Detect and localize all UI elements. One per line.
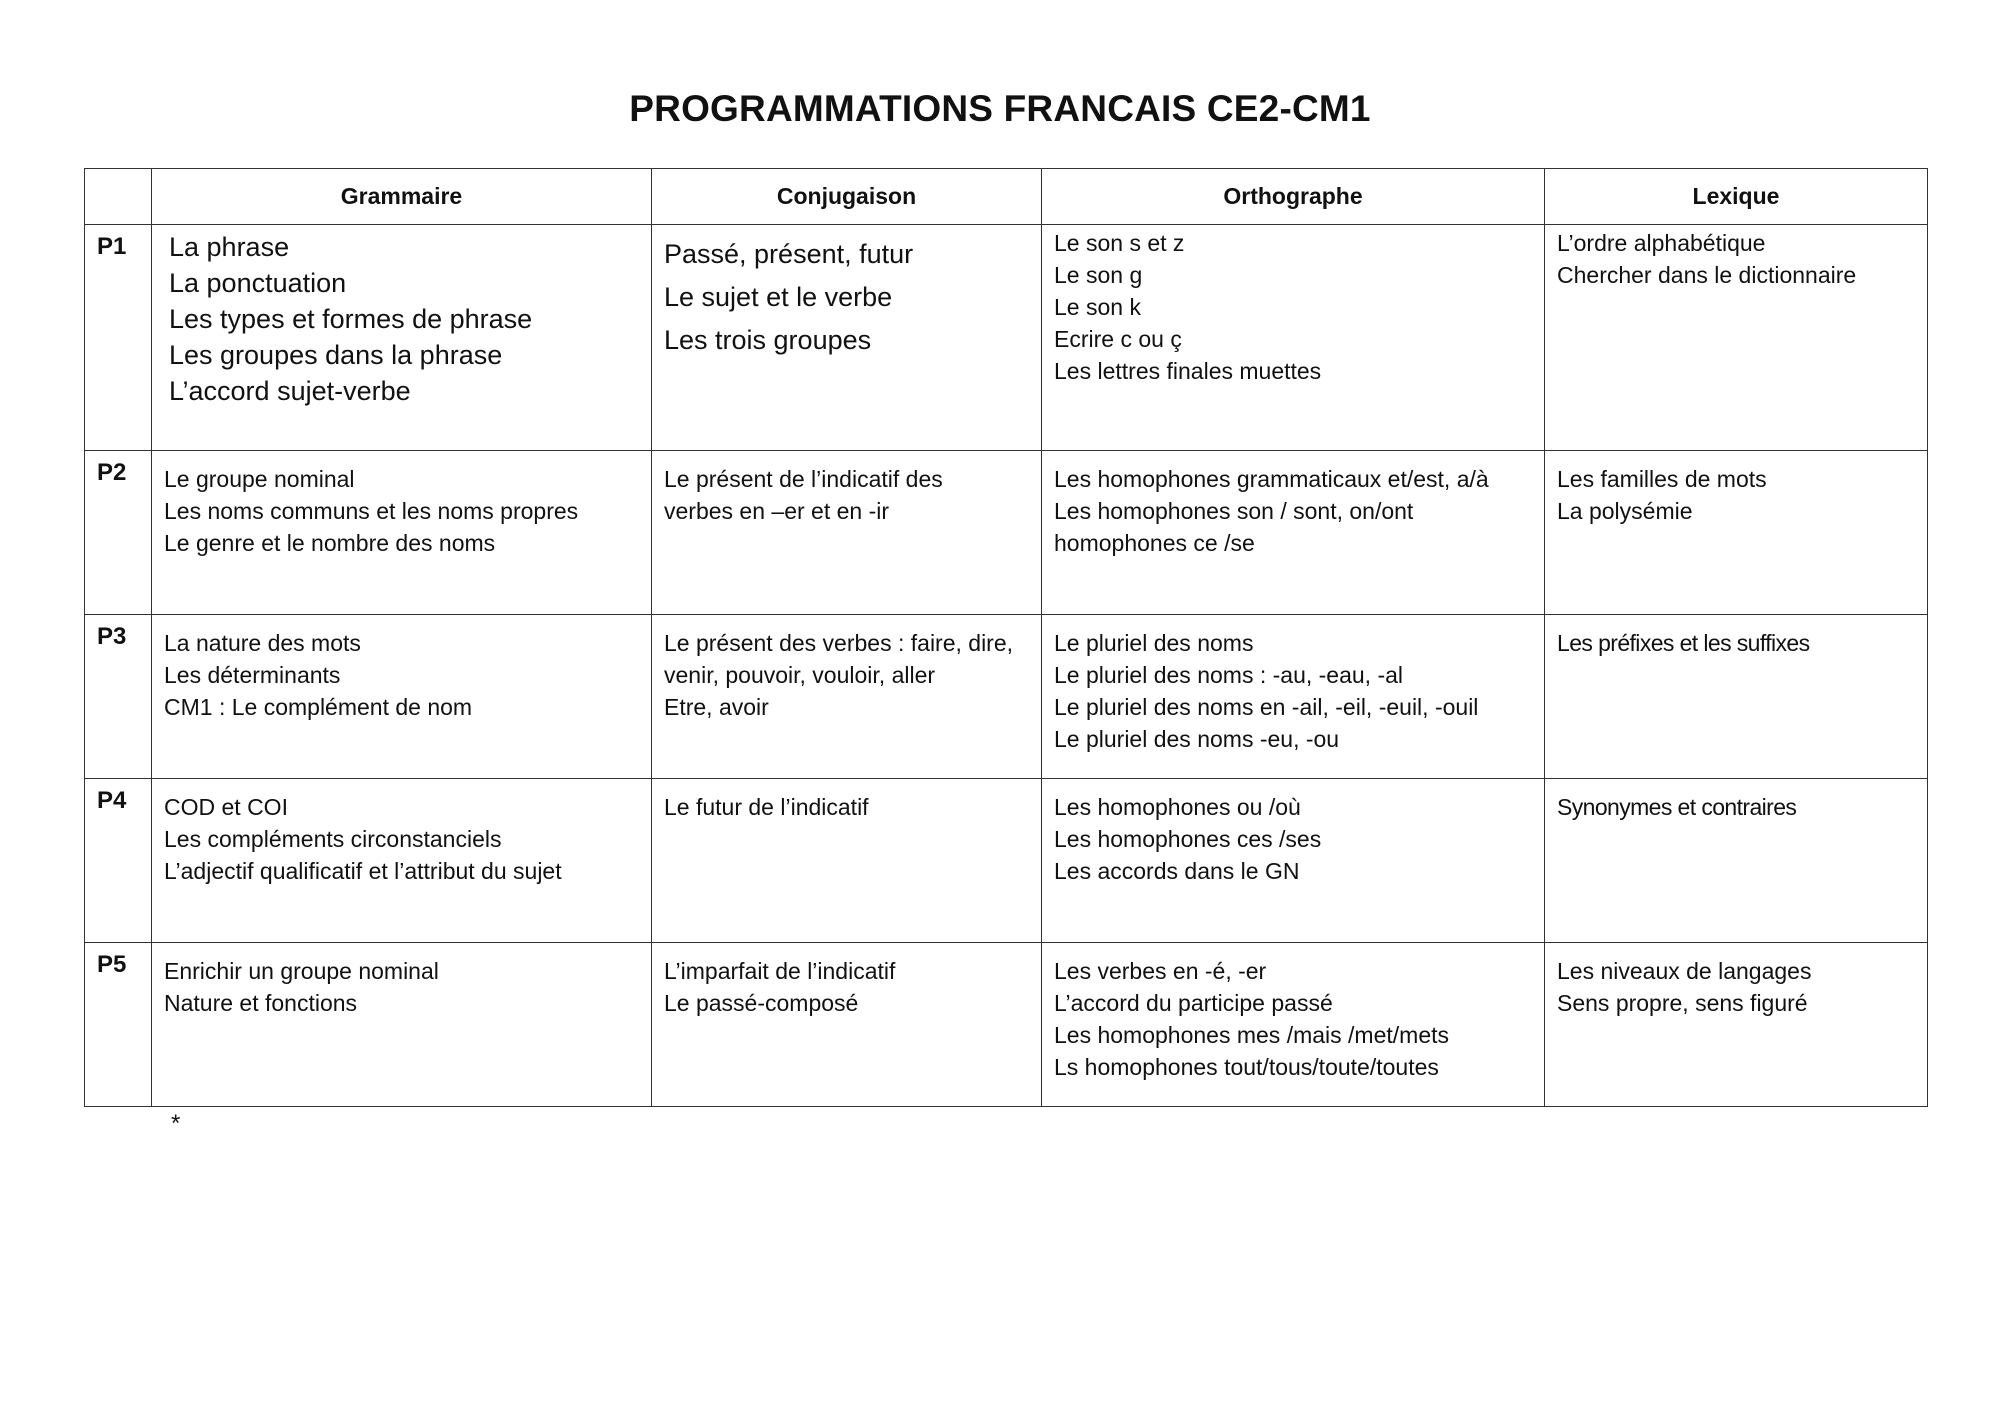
list-item: Les homophones son / sont, on/ont bbox=[1054, 498, 1414, 524]
list-item: venir, pouvoir, vouloir, aller bbox=[664, 662, 936, 688]
cell-lexique bbox=[1545, 779, 1928, 943]
header-orthographe: Orthographe bbox=[1042, 169, 1545, 225]
cell-grammaire bbox=[152, 779, 652, 943]
list-item: verbes en –er et en -ir bbox=[664, 498, 890, 524]
cell-conjugaison bbox=[652, 615, 1042, 779]
cell-grammaire bbox=[152, 943, 652, 1107]
header-lexique: Lexique bbox=[1545, 169, 1928, 225]
table-row bbox=[85, 615, 1928, 779]
cell-lexique bbox=[1545, 225, 1928, 451]
cell-grammaire bbox=[152, 451, 652, 615]
list-item: Nature et fonctions bbox=[164, 990, 358, 1016]
list-item: Le pluriel des noms -eu, -ou bbox=[1054, 726, 1340, 752]
list-item: Les noms communs et les noms propres bbox=[164, 498, 579, 524]
list-item: Les homophones ces /ses bbox=[1054, 826, 1322, 852]
list-item: Enrichir un groupe nominal bbox=[164, 958, 439, 984]
table-row bbox=[85, 779, 1928, 943]
list-item: Le pluriel des noms : -au, -eau, -al bbox=[1054, 662, 1404, 688]
list-item: Chercher dans le dictionnaire bbox=[1557, 262, 1857, 288]
list-item: Les préfixes et les suffixes bbox=[1557, 630, 1810, 656]
list-item: Le présent des verbes : faire, dire, bbox=[664, 630, 1014, 656]
list-item: La phrase bbox=[169, 232, 290, 262]
period-label: P4 bbox=[85, 779, 152, 943]
header-conjugaison: Conjugaison bbox=[652, 169, 1042, 225]
list-item: L’adjectif qualificatif et l’attribut du sujet bbox=[164, 858, 562, 884]
list-item: CM1 : Le complément de nom bbox=[164, 694, 473, 720]
cell-grammaire bbox=[152, 615, 652, 779]
period-label: P1 bbox=[85, 225, 152, 451]
list-item: Ls homophones tout/tous/toute/toutes bbox=[1054, 1054, 1439, 1080]
page-title: PROGRAMMATIONS FRANCAIS CE2-CM1 bbox=[629, 88, 1371, 129]
list-item: Les familles de mots bbox=[1557, 466, 1767, 492]
list-item: Les déterminants bbox=[164, 662, 341, 688]
list-item: Le groupe nominal bbox=[164, 466, 355, 492]
list-item: Etre, avoir bbox=[664, 694, 769, 720]
list-item: Le pluriel des noms bbox=[1054, 630, 1254, 656]
list-item: Le son g bbox=[1054, 262, 1143, 288]
cell-orthographe bbox=[1042, 615, 1545, 779]
period-label: P2 bbox=[85, 451, 152, 615]
list-item: homophones ce /se bbox=[1054, 530, 1255, 556]
table-header-row bbox=[85, 169, 1928, 225]
header-empty bbox=[85, 169, 152, 225]
list-item: Le sujet et le verbe bbox=[664, 282, 893, 312]
list-item: L’accord du participe passé bbox=[1054, 990, 1333, 1016]
period-label: P5 bbox=[85, 943, 152, 1107]
cell-conjugaison bbox=[652, 451, 1042, 615]
cell-conjugaison bbox=[652, 779, 1042, 943]
list-item: La polysémie bbox=[1557, 498, 1693, 524]
list-item: Les homophones ou /où bbox=[1054, 794, 1301, 820]
cell-orthographe bbox=[1042, 943, 1545, 1107]
list-item: La nature des mots bbox=[164, 630, 361, 656]
cell-conjugaison bbox=[652, 943, 1042, 1107]
list-item: L’accord sujet-verbe bbox=[169, 376, 411, 406]
cell-orthographe bbox=[1042, 225, 1545, 451]
cell-lexique bbox=[1545, 451, 1928, 615]
table-row bbox=[85, 225, 1928, 451]
list-item: COD et COI bbox=[164, 794, 288, 820]
list-item: Les accords dans le GN bbox=[1054, 858, 1300, 884]
cell-lexique bbox=[1545, 943, 1928, 1107]
table-row bbox=[85, 451, 1928, 615]
list-item: Le présent de l’indicatif des bbox=[664, 466, 943, 492]
cell-orthographe bbox=[1042, 451, 1545, 615]
table-row bbox=[85, 943, 1928, 1107]
footnote-asterisk: * bbox=[171, 1110, 181, 1137]
list-item: Le genre et le nombre des noms bbox=[164, 530, 496, 556]
list-item: Les groupes dans la phrase bbox=[169, 340, 503, 370]
list-item: Les types et formes de phrase bbox=[169, 304, 533, 334]
header-grammaire: Grammaire bbox=[152, 169, 652, 225]
list-item: Sens propre, sens figuré bbox=[1557, 990, 1808, 1016]
list-item: Le son k bbox=[1054, 294, 1141, 320]
list-item: Le passé-composé bbox=[664, 990, 859, 1016]
cell-orthographe bbox=[1042, 779, 1545, 943]
list-item: Les verbes en -é, -er bbox=[1054, 958, 1267, 984]
cell-grammaire bbox=[152, 225, 652, 451]
list-item: Synonymes et contraires bbox=[1557, 794, 1797, 820]
list-item: Ecrire c ou ç bbox=[1054, 326, 1182, 352]
list-item: L’ordre alphabétique bbox=[1557, 230, 1766, 256]
list-item: Les compléments circonstanciels bbox=[164, 826, 502, 852]
list-item: Passé, présent, futur bbox=[664, 239, 914, 269]
list-item: Les niveaux de langages bbox=[1557, 958, 1812, 984]
list-item: Le futur de l’indicatif bbox=[664, 794, 869, 820]
list-item: Le son s et z bbox=[1054, 230, 1185, 256]
list-item: Les trois groupes bbox=[664, 325, 872, 355]
list-item: La ponctuation bbox=[169, 268, 347, 298]
period-label: P3 bbox=[85, 615, 152, 779]
cell-conjugaison bbox=[652, 225, 1042, 451]
list-item: Les homophones mes /mais /met/mets bbox=[1054, 1022, 1449, 1048]
cell-lexique bbox=[1545, 615, 1928, 779]
list-item: Le pluriel des noms en -ail, -eil, -euil, -ouil bbox=[1054, 694, 1479, 720]
programmation-table bbox=[84, 168, 1928, 1107]
list-item: Les homophones grammaticaux et/est, a/à bbox=[1054, 466, 1489, 492]
list-item: Les lettres finales muettes bbox=[1054, 358, 1322, 384]
list-item: L’imparfait de l’indicatif bbox=[664, 958, 896, 984]
